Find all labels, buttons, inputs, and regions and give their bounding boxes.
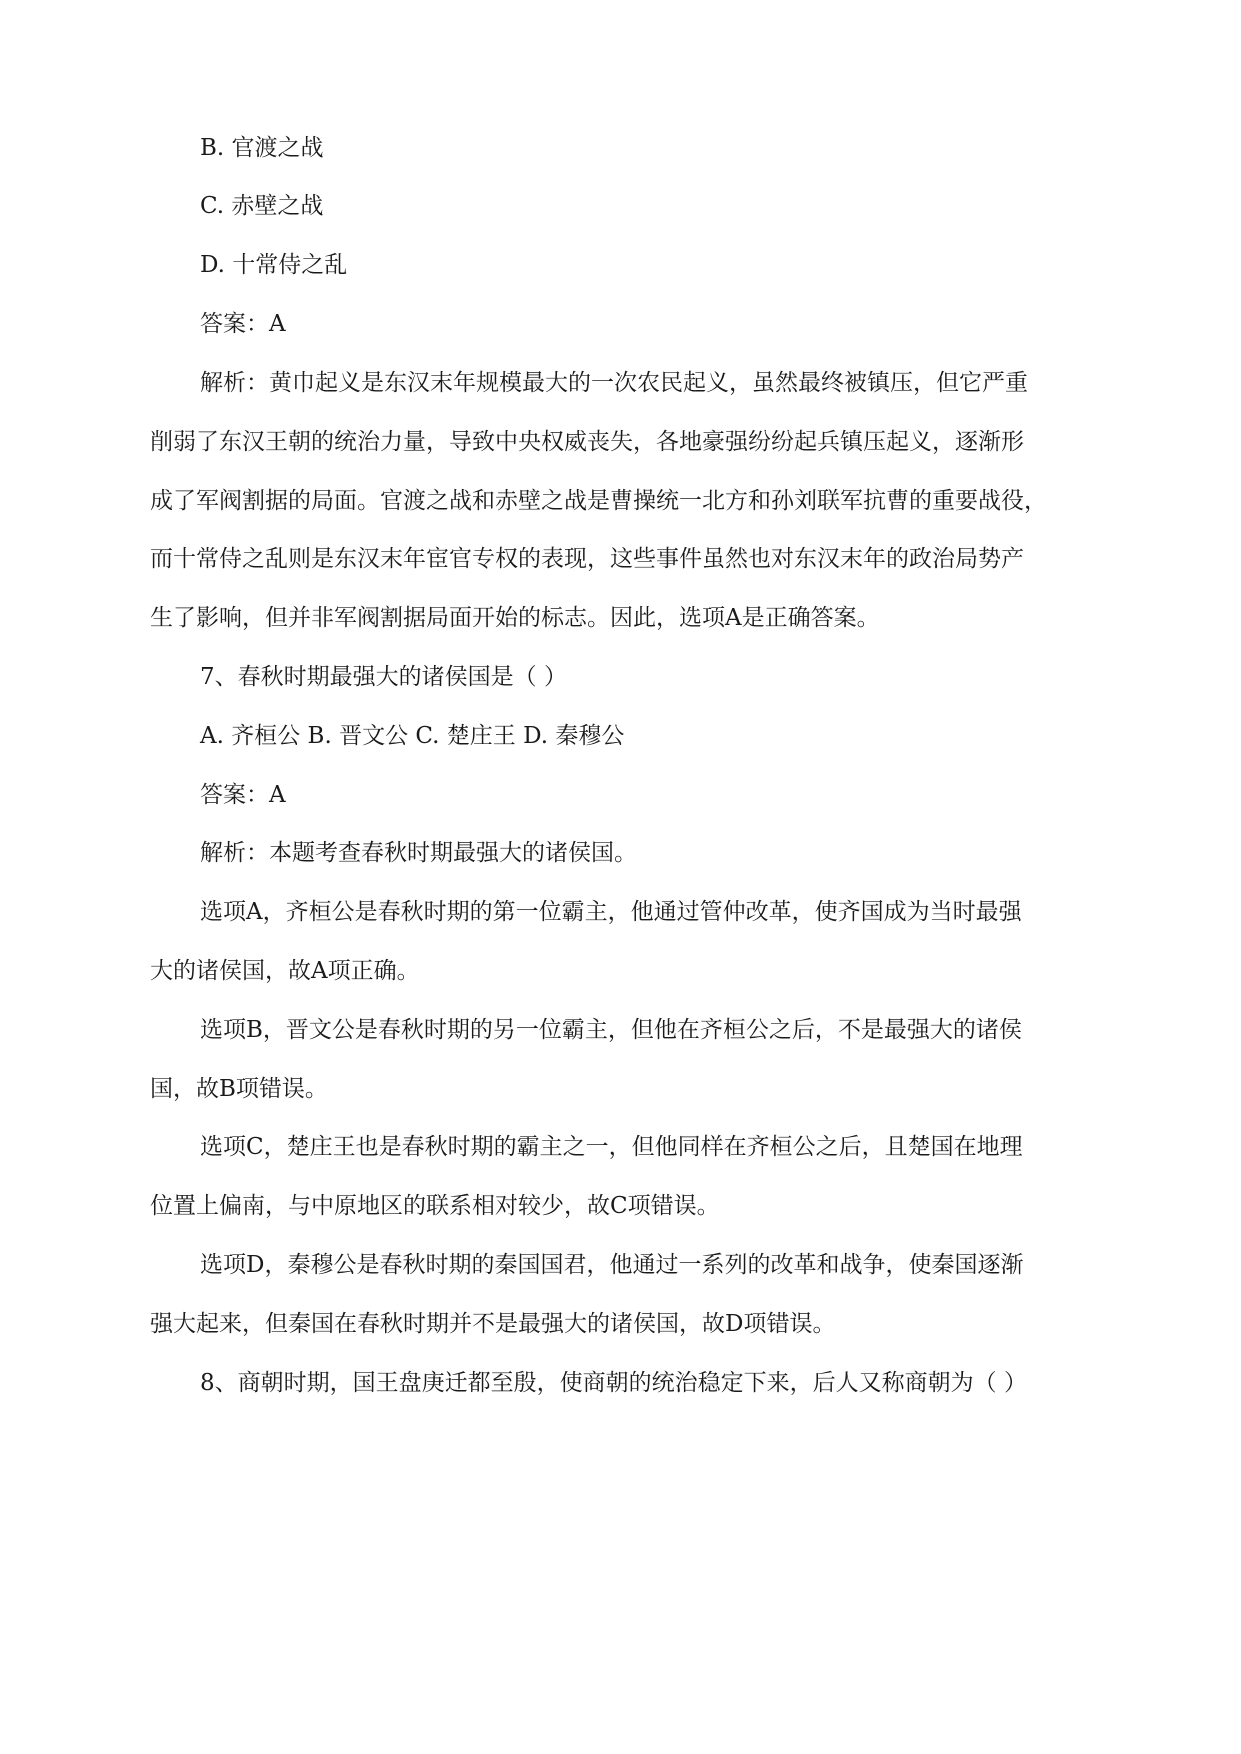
option-d: D. 十常侍之乱: [200, 252, 348, 278]
question-8: 8、商朝时期，国王盘庚迁都至殷，使商朝的统治稳定下来，后人又称商朝为（ ）: [200, 1370, 1027, 1396]
option-c: C. 赤壁之战: [200, 193, 324, 219]
question-7-options: A. 齐桓公 B. 晋文公 C. 楚庄王 D. 秦穆公: [200, 723, 625, 749]
question-7: 7、春秋时期最强大的诸侯国是（ ）: [200, 664, 567, 690]
analysis-line: 而十常侍之乱则是东汉末年宦官专权的表现，这些事件虽然也对东汉末年的政治局势产: [150, 546, 1024, 572]
option-d-explanation: 选项D，秦穆公是春秋时期的秦国国君，他通过一系列的改革和战争，使秦国逐渐: [200, 1252, 1024, 1278]
analysis-line: 成了军阀割据的局面。官渡之战和赤壁之战是曹操统一北方和孙刘联军抗曹的重要战役，: [150, 488, 1047, 514]
option-c-explanation: 位置上偏南，与中原地区的联系相对较少，故C项错误。: [150, 1193, 720, 1219]
analysis-line: 解析：本题考查春秋时期最强大的诸侯国。: [200, 840, 637, 866]
option-b-explanation: 国，故B项错误。: [150, 1076, 328, 1102]
option-a-explanation: 选项A，齐桓公是春秋时期的第一位霸主，他通过管仲改革，使齐国成为当时最强: [200, 899, 1022, 925]
analysis-line: 解析：黄巾起义是东汉末年规模最大的一次农民起义，虽然最终被镇压，但它严重: [200, 370, 1028, 396]
option-d-explanation: 强大起来，但秦国在春秋时期并不是最强大的诸侯国，故D项错误。: [150, 1311, 836, 1337]
option-b-explanation: 选项B，晋文公是春秋时期的另一位霸主，但他在齐桓公之后，不是最强大的诸侯: [200, 1017, 1022, 1043]
option-a-explanation: 大的诸侯国，故A项正确。: [150, 958, 420, 984]
option-b: B. 官渡之战: [200, 135, 324, 161]
analysis-line: 生了影响，但并非军阀割据局面开始的标志。因此，选项A是正确答案。: [150, 605, 880, 631]
option-c-explanation: 选项C，楚庄王也是春秋时期的霸主之一，但他同样在齐桓公之后，且楚国在地理: [200, 1134, 1023, 1160]
analysis-line: 削弱了东汉王朝的统治力量，导致中央权威丧失，各地豪强纷纷起兵镇压起义，逐渐形: [150, 429, 1024, 455]
answer: 答案：A: [200, 311, 286, 337]
answer: 答案：A: [200, 782, 286, 808]
